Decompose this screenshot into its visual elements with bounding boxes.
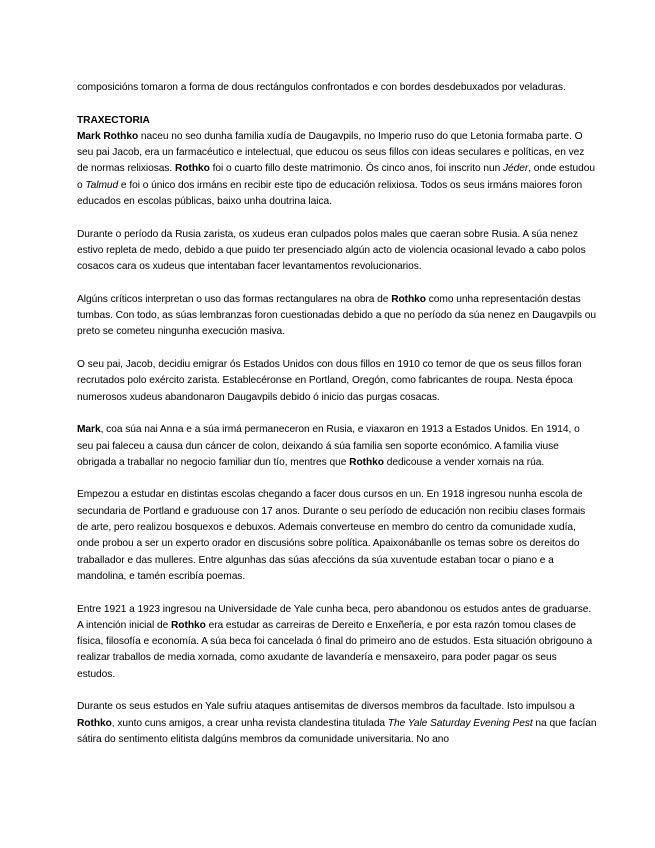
paragraph-birth: Mark Rothko naceu no seo dunha familia xudía de Daugavpils, no Imperio ruso do que Letonia formaba parte. O seu pai Jacob, era un farmacéutico e intelectual, que educou os seus fillos con ideas seculares e políticas, en vez de normas relixiosas. Rothko foi o cuarto fillo deste matrimonio. Ós cinco anos, foi inscrito nun Jéder, onde estudou o Talmud e foi o único dos irmáns en recibir este tipo de educación relixiosa. Todos os seus irmáns maiores foron educados en escolas públicas, baixo unha doutrina laica. <box>77 130 595 208</box>
name-emphasis: Rothko <box>175 163 210 175</box>
term-emphasis: Talmud <box>85 179 119 191</box>
magazine-title: The Yale Saturday Evening Pest <box>387 717 533 729</box>
paragraph-schooling: Empezou a estudar en distintas escolas chegando a facer dous cursos en un. En 1918 ingresou nunha escola de secundaria de Portland e graduouse con 17 anos. Durante o seu período de educación non recibiu clases formais de arte, pero realizou bosquexos e debuxos. Ademais converteuse en membro do centro da comunidade xudía, onde probou a ser un experto orador en discusións sobre política. Apaixonábanlle os temas sobre os dereitos do traballador e das mulleres. Entre algunhas das súas afeccións da súa xuventude estaban tocar o piano e a mandolina, e tamén escribía poemas. <box>77 489 586 582</box>
name-emphasis: Mark Rothko <box>77 130 139 142</box>
name-emphasis: Rothko <box>349 456 384 468</box>
section-heading: TRAXECTORIA <box>77 114 150 126</box>
name-emphasis: Rothko <box>391 293 426 305</box>
intro-paragraph: composicións tomaron a forma de dous rectángulos confrontados e con bordes desdebuxados por veladuras. <box>77 82 566 93</box>
paragraph-family: Mark, coa súa nai Anna e a súa irmá permaneceron en Rusia, e viaxaron en 1913 a Estados Unidos. En 1914, o seu pai faleceu a causa dun cáncer de colon, deixando á súa familia sen soporte económico. A familia viuse obrigada a traballar no negocio familiar dun tío, mentres que Rothko dedicouse a vender xornais na rúa. <box>77 424 580 468</box>
document-body <box>77 80 597 764</box>
name-emphasis: Rothko <box>171 619 206 631</box>
term-emphasis: Jéder <box>503 163 529 175</box>
paragraph-emigration: O seu pai, Jacob, decidiu emigrar ós Estados Unidos con dous fillos en 1910 co temor de que os seus fillos foran recrutados polo exército zarista. Establecéronse en Portland, Oregón, como fabricantes de roupa. Nesta época numerosos xudeus abandonaron Daugavpils debido ó inicio das purgas cosacas. <box>77 359 582 403</box>
paragraph-tsarist-russia: Durante o período da Rusia zarista, os xudeus eran culpados polos males que caeran sobre Rusia. A súa nenez estivo repleta de medo, debido a que puido ter presenciado algún acto de violencia ocasional levado a cabo polos cosacos cara os xudeus que intentaban facer levantamentos revolucionarios. <box>77 228 586 273</box>
name-emphasis: Rothko <box>77 717 112 729</box>
name-emphasis: Mark <box>77 424 101 436</box>
paragraph-antisemitism: Durante os seus estudos en Yale sufriu ataques antisemitas de diversos membros da facultade. Isto impulsou a Rothko, xunto cuns amigos, a crear unha revista clandestina titulada The Yale Saturday Evening Pest na que facían sátira do sentimento elitista dalgúns membros da comunidade universitaria. No ano <box>77 701 597 745</box>
paragraph-yale: Entre 1921 a 1923 ingresou na Universidade de Yale cunha beca, pero abandonou os estudos antes de graduarse. A intención inicial de Rothko era estudar as carreiras de Dereito e Enxeñería, e por esta razón tomou clases de física, filosofía e economía. A súa beca foi cancelada ó final do primeiro ano de estudos. Esta situación obrigouno a realizar traballos de media xornada, como axudante de lavandería e mensaxeiro, para poder pagar os seus estudos. <box>77 603 593 680</box>
paragraph-critics: Algúns críticos interpretan o uso das formas rectangulares na obra de Rothko como unha representación destas tumbas. Con todo, as súas lembranzas foron cuestionadas debido a que no período da súa nenez en Daugavpils ou preto se cometeu ningunha execución masiva. <box>77 293 596 338</box>
